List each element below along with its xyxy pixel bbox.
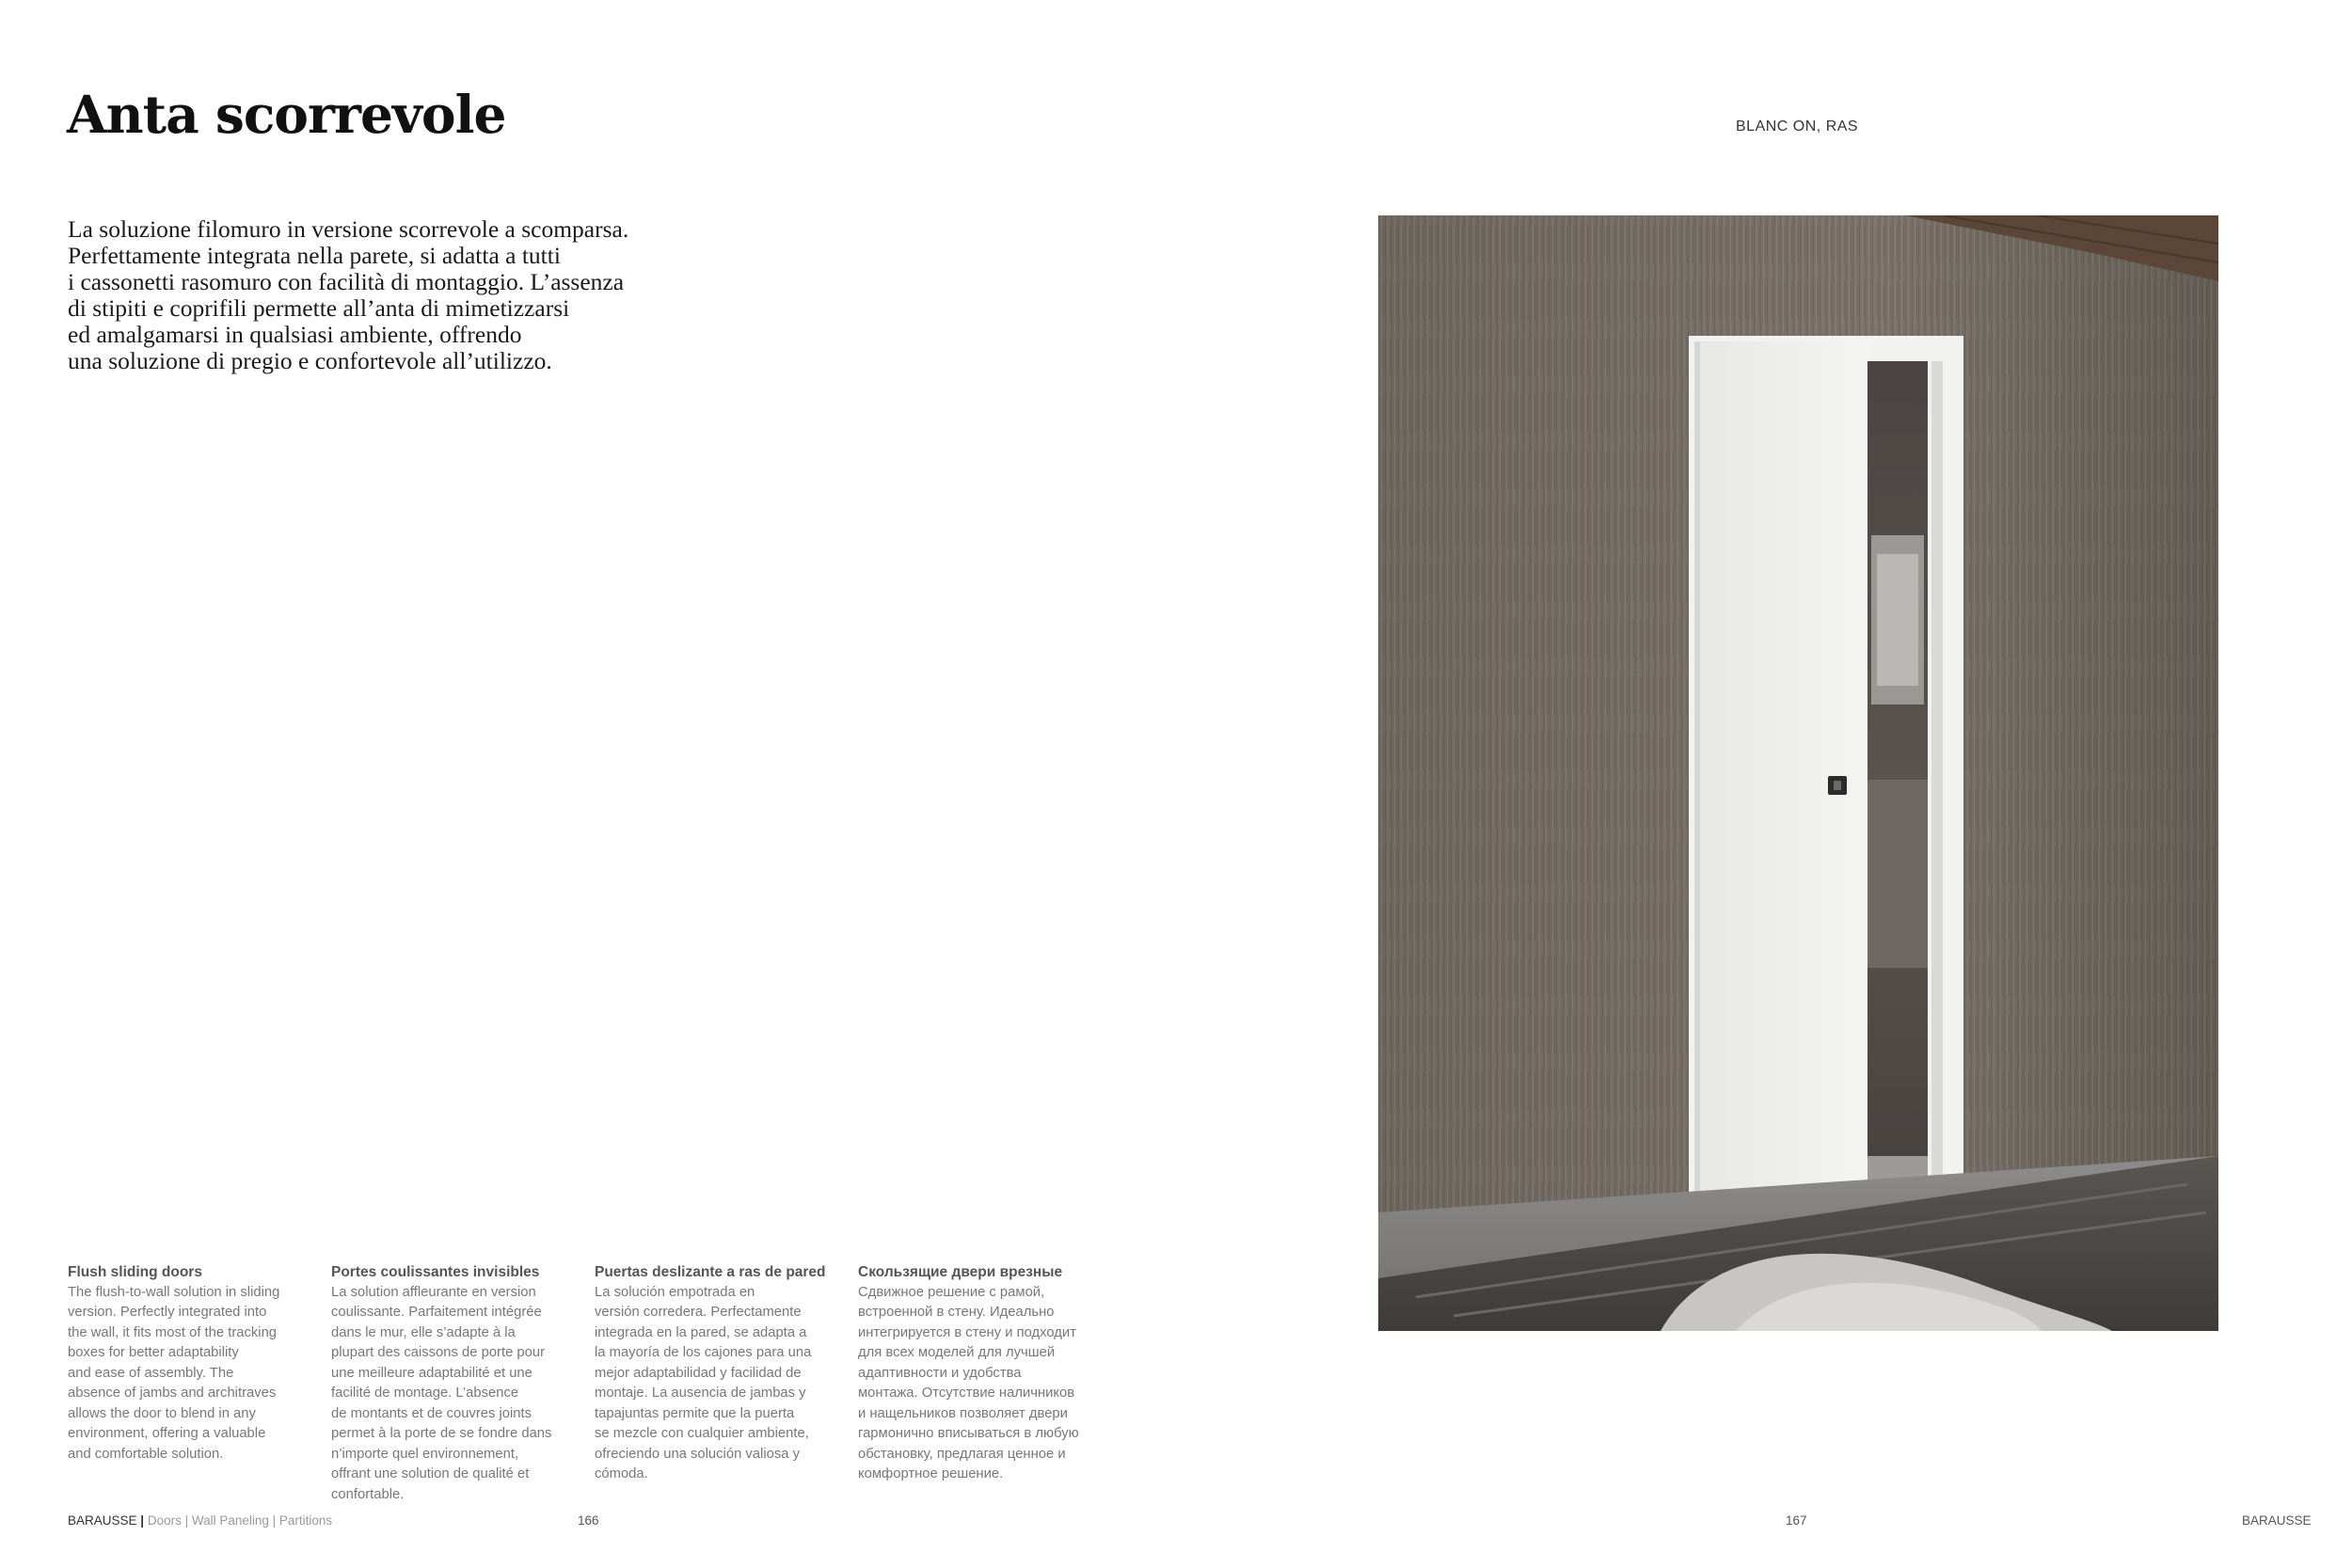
translation-line: адаптивности и удобства: [858, 1365, 1022, 1381]
intro-paragraph: [68, 216, 689, 374]
translation-title: Puertas deslizante a ras de pared: [595, 1264, 826, 1280]
translation-ru: [858, 1262, 1131, 1485]
intro-line: La soluzione filomuro in versione scorrevole a scomparsa.: [68, 215, 629, 243]
translation-line: The flush-to-wall solution in sliding: [68, 1284, 280, 1300]
intro-line: i cassonetti rasomuro con facilità di montaggio. L’assenza: [68, 268, 625, 295]
translation-title: Скользящие двери врезные: [858, 1264, 1063, 1280]
photo-caption: BLANC ON, RAS: [1736, 119, 1859, 135]
translation-line: ofreciendo una solución valiosa y: [595, 1446, 800, 1462]
translation-es: [595, 1262, 867, 1485]
translation-line: mejor adaptabilidad y facilidad de: [595, 1365, 802, 1381]
intro-line: una soluzione di pregio e confortevole all’utilizzo.: [68, 347, 552, 374]
translation-line: комфортное решение.: [858, 1466, 1004, 1481]
translation-line: se mezcle con cualquier ambiente,: [595, 1426, 809, 1441]
translation-line: versión corredera. Perfectamente: [595, 1305, 802, 1320]
footer-brand: BARAUSSE: [68, 1513, 137, 1528]
intro-line: Perfettamente integrata nella parete, si adatta a tutti: [68, 242, 561, 269]
translation-title: Portes coulissantes invisibles: [331, 1264, 540, 1280]
translation-fr: [331, 1262, 604, 1505]
page-number-right: 167: [1786, 1513, 1807, 1528]
translation-line: offrant une solution de qualité et: [331, 1466, 530, 1481]
translation-line: de montants et de couvres joints: [331, 1405, 532, 1421]
translation-line: dans le mur, elle s’adapte à la: [331, 1324, 516, 1340]
intro-line: ed amalgamarsi in qualsiasi ambiente, offrendo: [68, 321, 522, 348]
translation-line: boxes for better adaptability: [68, 1345, 239, 1360]
translation-line: tapajuntas permite que la puerta: [595, 1405, 795, 1421]
translation-line: confortable.: [331, 1486, 405, 1502]
translation-line: permet à la porte de se fondre dans: [331, 1426, 552, 1441]
translation-line: version. Perfectly integrated into: [68, 1305, 267, 1320]
translation-line: гармонично вписываться в любую: [858, 1426, 1079, 1441]
translation-line: La solución empotrada en: [595, 1284, 755, 1300]
translation-line: plupart des caissons de porte pour: [331, 1345, 546, 1360]
translation-line: and comfortable solution.: [68, 1446, 224, 1462]
translation-line: facilité de montage. L’absence: [331, 1386, 519, 1401]
translation-line: coulissante. Parfaitement intégrée: [331, 1305, 542, 1320]
translation-line: and ease of assembly. The: [68, 1365, 234, 1381]
translation-line: La solution affleurante en version: [331, 1284, 536, 1300]
translation-line: une meilleure adaptabilité et une: [331, 1365, 532, 1381]
footer-section: Doors | Wall Paneling | Partitions: [147, 1513, 333, 1528]
translation-title: Flush sliding doors: [68, 1264, 202, 1280]
translation-line: montaje. La ausencia de jambas y: [595, 1386, 806, 1401]
translation-en: [68, 1262, 341, 1465]
translation-line: the wall, it fits most of the tracking: [68, 1324, 278, 1340]
translation-line: allows the door to blend in any: [68, 1405, 256, 1421]
translation-line: cómoda.: [595, 1466, 648, 1481]
translation-line: Сдвижное решение с рамой,: [858, 1284, 1045, 1300]
product-photo: [1378, 215, 2218, 1331]
translation-line: и нащельников позволяет двери: [858, 1405, 1068, 1421]
page-number-left: 166: [578, 1513, 599, 1528]
translation-line: встроенной в стену. Идеально: [858, 1305, 1055, 1320]
translation-line: integrada en la pared, se adapta a: [595, 1324, 807, 1340]
footer-separator: |: [140, 1513, 145, 1528]
translation-line: обстановку, предлагая ценное и: [858, 1446, 1066, 1462]
translation-line: монтажа. Отсутствие наличников: [858, 1386, 1075, 1401]
translation-line: absence of jambs and architraves: [68, 1386, 277, 1401]
translation-line: для всех моделей для лучшей: [858, 1345, 1056, 1360]
page-title: Anta scorrevole: [67, 84, 506, 145]
translation-line: n’importe quel environnement,: [331, 1446, 519, 1462]
intro-line: di stipiti e coprifili permette all’anta di mimetizzarsi: [68, 294, 570, 322]
footer-left: [68, 1513, 332, 1528]
translation-line: la mayoría de los cajones para una: [595, 1345, 812, 1360]
footer-brand-right: BARAUSSE: [2242, 1513, 2312, 1528]
translation-line: интегрируется в стену и подходит: [858, 1324, 1076, 1340]
translation-line: environment, offering a valuable: [68, 1426, 266, 1441]
